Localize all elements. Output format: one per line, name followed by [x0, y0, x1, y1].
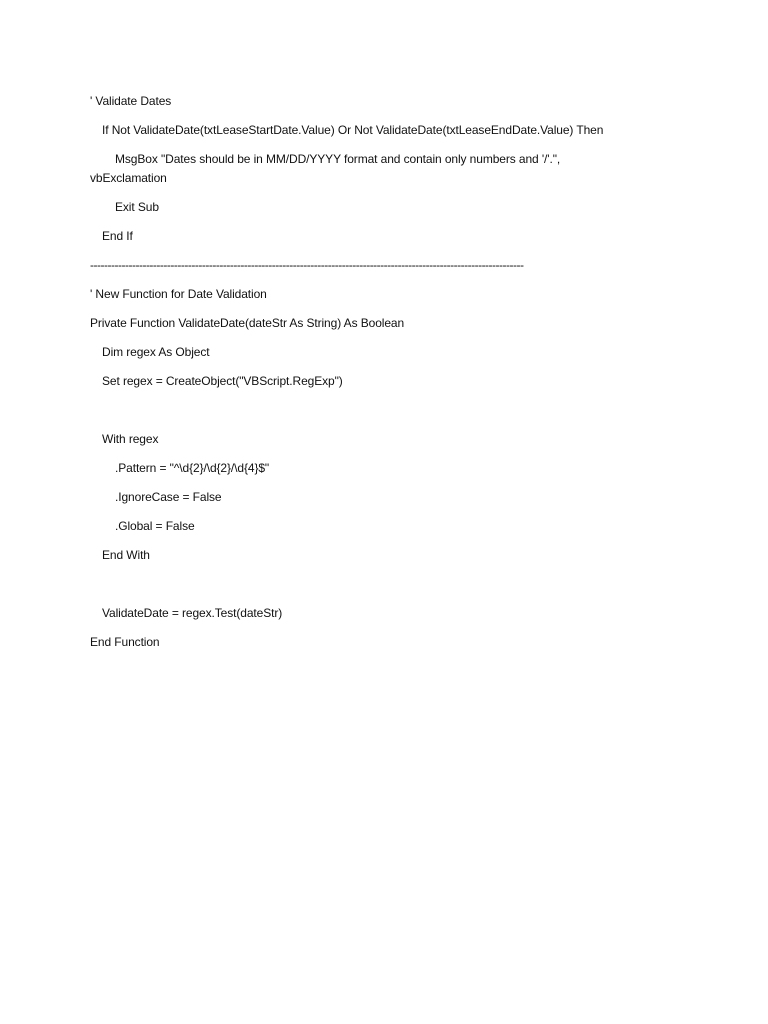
set-regex-line: Set regex = CreateObject("VBScript.RegExp") — [102, 374, 343, 388]
function-declaration-line: Private Function ValidateDate(dateStr As String) As Boolean — [90, 316, 405, 330]
comment-validate-dates: ' Validate Dates — [90, 94, 172, 108]
end-if-line: End If — [102, 229, 133, 243]
blank-line — [90, 401, 690, 430]
ignorecase-line: .IgnoreCase = False — [115, 490, 222, 504]
if-statement-line: If Not ValidateDate(txtLeaseStartDate.Value) Or Not ValidateDate(txtLeaseEndDate.Value) Then — [102, 123, 604, 137]
msgbox-line: MsgBox "Dates should be in MM/DD/YYYY format and contain only numbers and '/'.", — [115, 152, 561, 166]
blank-line — [90, 575, 690, 604]
msgbox-line-continuation: vbExclamation — [90, 171, 167, 185]
pattern-line: .Pattern = "^\d{2}/\d{2}/\d{4}$" — [115, 461, 270, 475]
comment-new-function: ' New Function for Date Validation — [90, 287, 267, 301]
exit-sub-line: Exit Sub — [115, 200, 159, 214]
with-regex-line: With regex — [102, 432, 159, 446]
separator-line: ---------------------------------------------------------------------------------------------------------------------------- — [90, 258, 524, 272]
global-line: .Global = False — [115, 519, 195, 533]
dim-regex-line: Dim regex As Object — [102, 345, 210, 359]
end-with-line: End With — [102, 548, 150, 562]
code-body — [90, 92, 690, 662]
end-function-line: End Function — [90, 635, 160, 649]
return-value-line: ValidateDate = regex.Test(dateStr) — [102, 606, 283, 620]
